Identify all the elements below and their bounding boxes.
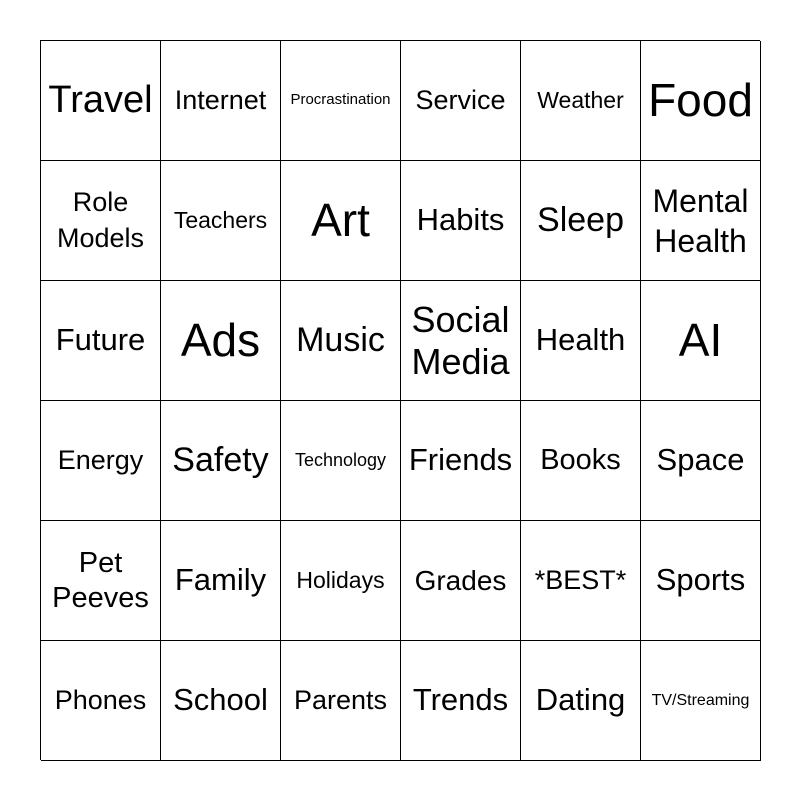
bingo-cell[interactable]	[521, 641, 641, 761]
bingo-cell[interactable]	[41, 521, 161, 641]
cell-label: Energy	[57, 445, 144, 476]
cell-label: Family	[174, 562, 267, 598]
cell-label: Art	[311, 193, 370, 246]
bingo-cell[interactable]	[41, 281, 161, 401]
bingo-cell[interactable]	[521, 521, 641, 641]
cell-label: Ads	[180, 313, 261, 366]
bingo-cell[interactable]	[521, 401, 641, 521]
cell-label: *BEST*	[534, 565, 627, 596]
bingo-cell[interactable]	[401, 641, 521, 761]
bingo-cell[interactable]	[281, 281, 401, 401]
cell-label: Sports	[655, 562, 746, 598]
cell-label: Phones	[54, 685, 147, 716]
bingo-cell[interactable]	[641, 161, 761, 281]
cell-label: Music	[296, 321, 385, 360]
cell-label: Trends	[412, 682, 509, 718]
bingo-cell[interactable]	[401, 521, 521, 641]
bingo-cell[interactable]	[281, 41, 401, 161]
cell-label: Food	[648, 73, 753, 126]
bingo-cell[interactable]	[641, 521, 761, 641]
cell-label: TV/Streaming	[651, 691, 750, 709]
cell-label: Mental Health	[652, 182, 749, 259]
bingo-cell[interactable]	[401, 41, 521, 161]
cell-label: Weather	[537, 86, 624, 113]
bingo-cell[interactable]	[161, 401, 281, 521]
bingo-cell[interactable]	[641, 401, 761, 521]
bingo-cell[interactable]	[641, 41, 761, 161]
bingo-cell[interactable]	[41, 641, 161, 761]
bingo-cell[interactable]	[161, 281, 281, 401]
cell-label: Habits	[416, 202, 505, 238]
bingo-cell[interactable]	[281, 161, 401, 281]
cell-label: Dating	[535, 682, 626, 718]
cell-label: Role Models	[56, 187, 145, 253]
cell-label: AI	[678, 313, 723, 366]
cell-label: Procrastination	[290, 91, 391, 109]
cell-label: Health	[535, 322, 626, 358]
bingo-cell[interactable]	[641, 281, 761, 401]
bingo-cell[interactable]	[281, 521, 401, 641]
cell-label: School	[173, 682, 268, 718]
cell-label: Grades	[414, 564, 507, 596]
cell-label: Future	[55, 322, 146, 358]
bingo-cell[interactable]	[281, 401, 401, 521]
bingo-cell[interactable]	[161, 641, 281, 761]
bingo-cell[interactable]	[401, 281, 521, 401]
bingo-cell[interactable]	[521, 161, 641, 281]
bingo-cell[interactable]	[161, 41, 281, 161]
bingo-cell[interactable]	[161, 521, 281, 641]
bingo-cell[interactable]	[521, 41, 641, 161]
cell-label: Internet	[174, 85, 267, 116]
cell-label: Pet Peeves	[52, 546, 149, 614]
cell-label: Technology	[294, 450, 387, 471]
cell-label: Parents	[293, 685, 388, 716]
cell-label: Space	[656, 442, 745, 478]
cell-label: Travel	[48, 79, 153, 122]
cell-label: Safety	[172, 441, 269, 480]
cell-label: Social Media	[411, 299, 510, 382]
bingo-board	[40, 40, 760, 760]
cell-label: Holidays	[296, 566, 385, 593]
bingo-cell[interactable]	[401, 161, 521, 281]
bingo-cell[interactable]	[281, 641, 401, 761]
cell-label: Friends	[408, 442, 513, 478]
bingo-cell[interactable]	[401, 401, 521, 521]
cell-label: Sleep	[537, 201, 624, 240]
cell-label: Teachers	[173, 206, 268, 233]
bingo-cell[interactable]	[41, 401, 161, 521]
cell-label: Books	[540, 444, 621, 477]
bingo-cell[interactable]	[641, 641, 761, 761]
cell-label: Service	[415, 85, 506, 116]
bingo-cell[interactable]	[41, 41, 161, 161]
bingo-cell[interactable]	[41, 161, 161, 281]
bingo-cell[interactable]	[161, 161, 281, 281]
bingo-cell[interactable]	[521, 281, 641, 401]
